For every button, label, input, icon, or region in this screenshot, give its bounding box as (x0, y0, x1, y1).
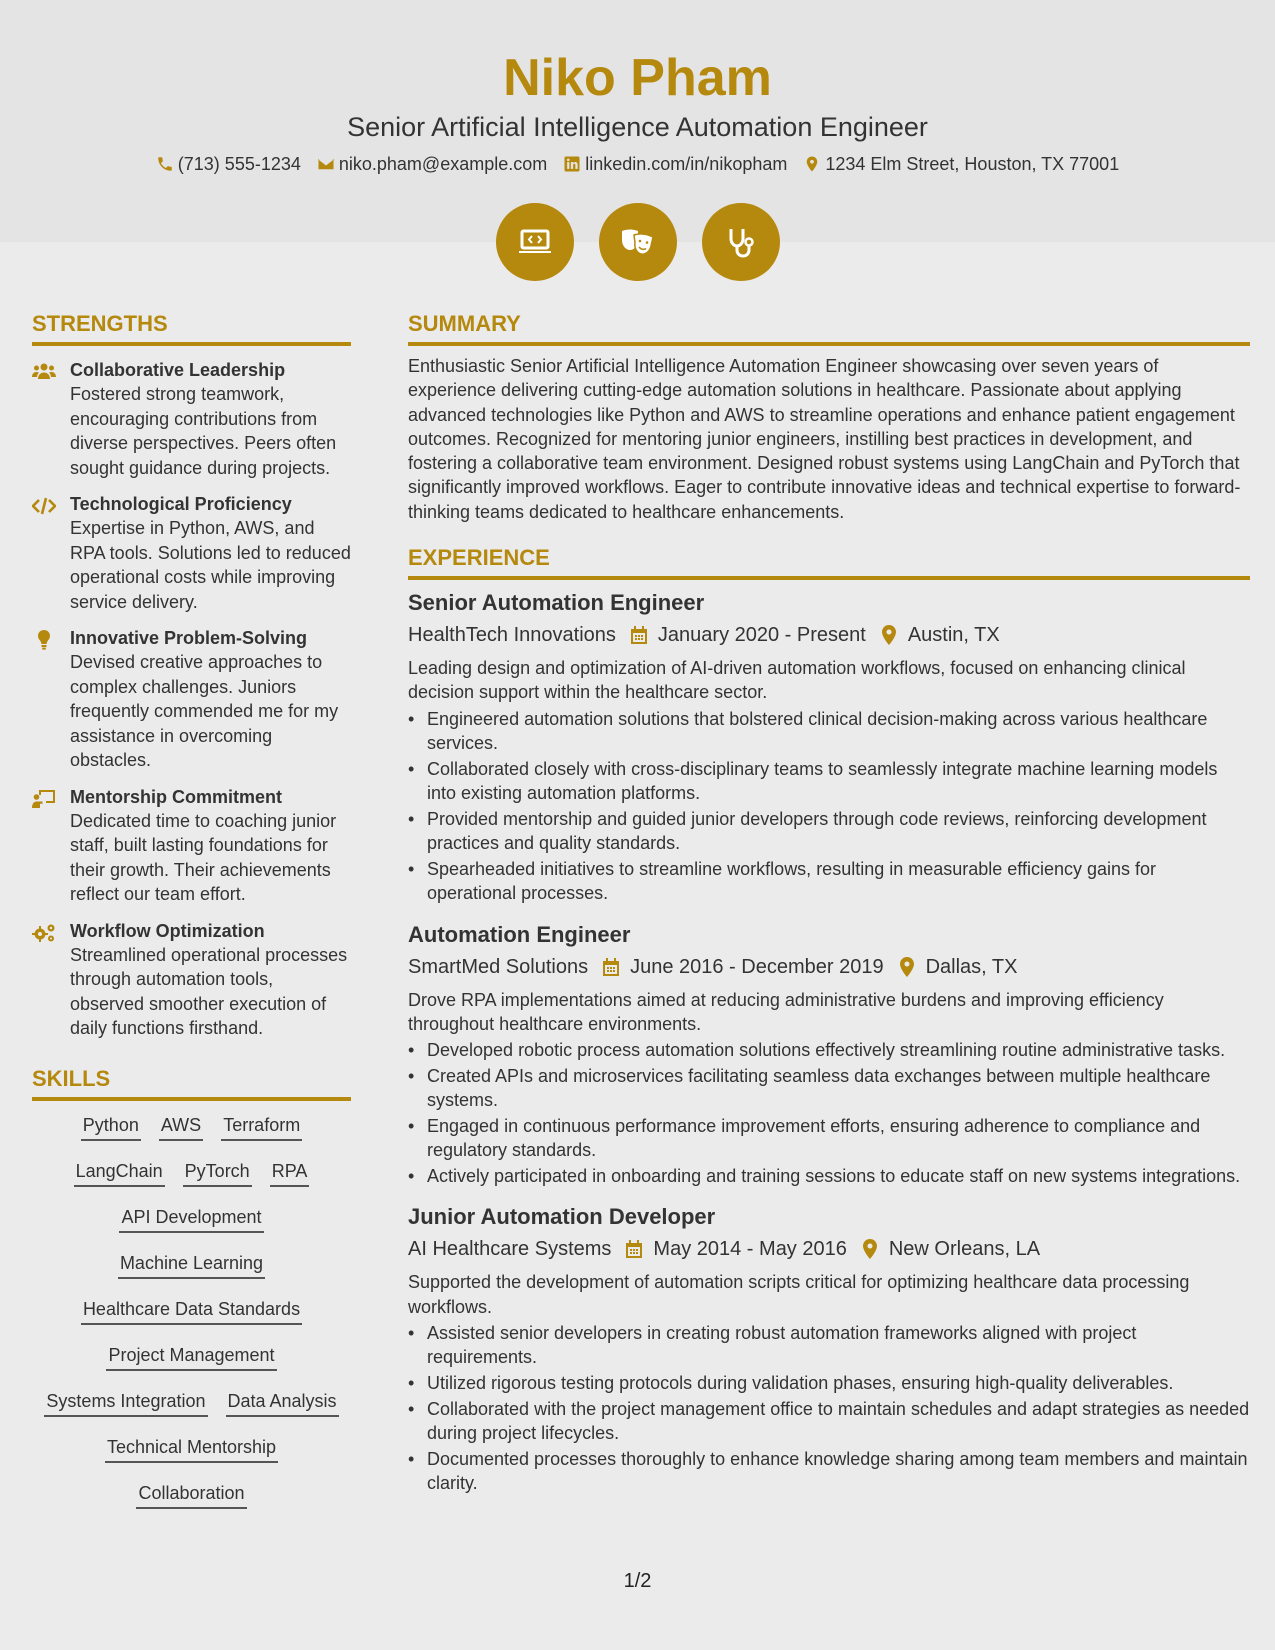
job-description: Supported the development of automation scripts critical for optimizing healthcare data processing workflows. (408, 1272, 1190, 1317)
job-dates: May 2014 - May 2016 (653, 1238, 847, 1261)
code-icon (32, 496, 56, 516)
envelope-icon (317, 155, 335, 173)
job-title: Senior Automation Engineer (408, 590, 705, 616)
job-location: New Orleans, LA (888, 1238, 1041, 1261)
job-bullets (408, 707, 1250, 906)
candidate-name: Niko Pham (503, 49, 772, 107)
job-description: Leading design and optimization of AI-driven automation workflows, focused on enhancing clinical decision support within the healthcare sector. (408, 658, 1186, 703)
skill-tag: Python (81, 1113, 141, 1141)
phone-icon (156, 155, 174, 173)
skill-tag: Systems Integration (44, 1389, 207, 1417)
job-company: HealthTech Innovations (408, 624, 616, 647)
skills-list (32, 1113, 351, 1509)
job-dates: June 2016 - December 2019 (630, 955, 884, 978)
skill-tag: AWS (159, 1113, 203, 1141)
skill-tag: Technical Mentorship (105, 1435, 278, 1463)
job-bullet: • Collaborated closely with cross-disciplinary teams to seamlessly integrate machine learning models into existing automation platforms. (408, 757, 1250, 806)
calendar-icon (602, 957, 620, 977)
contact-email[interactable] (317, 152, 547, 176)
linkedin-icon (563, 155, 581, 173)
job-company: SmartMed Solutions (408, 955, 589, 978)
contact-bar (0, 152, 1275, 176)
strength-title: Mentorship Commitment (70, 786, 283, 807)
skill-tag: RPA (270, 1159, 310, 1187)
strength-desc: Streamlined operational processes through automation tools, observed smoother execution of daily functions firsthand. (70, 944, 348, 1038)
strength-item (32, 626, 351, 773)
job-meta (408, 1234, 1250, 1264)
job-entry (408, 588, 1250, 905)
left-column (32, 310, 351, 1527)
skill-tag: Project Management (106, 1343, 276, 1371)
strength-title: Innovative Problem-Solving (70, 628, 308, 648)
job-bullet: • Assisted senior developers in creating robust automation frameworks aligned with project requirements. (408, 1321, 1250, 1370)
strength-title: Technological Proficiency (70, 494, 292, 514)
address-text: 1234 Elm Street, Houston, TX 77001 (825, 154, 1120, 174)
contact-linkedin[interactable] (563, 152, 787, 176)
job-bullet: • Actively participated in onboarding and training sessions to educate staff on new systems integrations. (408, 1164, 1250, 1188)
job-description: Drove RPA implementations aimed at reducing administrative burdens and improving efficiency throughout healthcare environments. (408, 989, 1164, 1034)
job-bullet: • Collaborated with the project management office to maintain schedules and adapt strategies as needed during project lifecycles. (408, 1397, 1250, 1446)
job-entry (408, 920, 1250, 1189)
map-marker-icon (898, 957, 916, 977)
skill-tag: PyTorch (183, 1159, 252, 1187)
summary-heading: SUMMARY (408, 310, 1250, 346)
job-title: Junior Automation Developer (408, 1204, 716, 1230)
job-entry (408, 1202, 1250, 1495)
job-location: Austin, TX (907, 624, 1000, 647)
summary-text: Enthusiastic Senior Artificial Intelligence Automation Engineer showcasing over seven years of experience delivering cutting-edge automation solutions in healthcare. Passionate about applying advanced technologies like Python and AWS to streamline operations and enhance patient engagement outcomes. Recognized for mentoring junior engineers, instilling best practices in development, and fostering a collaborative team environment. Designed robust systems using LangChain and PyTorch that significantly improved workflows. Eager to contribute innovative ideas and technical expertise to forward-thinking teams dedicated to healthcare enhancements. (408, 356, 1241, 522)
linkedin-text[interactable]: linkedin.com/in/nikopham (585, 154, 788, 174)
skill-tag: Terraform (221, 1113, 302, 1141)
strength-desc: Expertise in Python, AWS, and RPA tools. Solutions led to reduced operational costs while improving service delivery. (70, 518, 351, 612)
job-bullet: • Engaged in continuous performance improvement efforts, ensuring adherence to compliance and regulatory standards. (408, 1114, 1250, 1163)
strength-title: Workflow Optimization (70, 920, 265, 941)
job-bullets (408, 1038, 1250, 1188)
strengths-heading: STRENGTHS (32, 310, 351, 346)
job-location: Dallas, TX (925, 955, 1018, 978)
phone-text: (713) 555-1234 (177, 154, 301, 174)
page-number: 1/2 (623, 1570, 652, 1592)
cogs-icon (32, 923, 56, 943)
experience-heading: EXPERIENCE (408, 544, 1250, 580)
interest-icons (0, 203, 1275, 281)
job-meta (408, 620, 1250, 650)
skills-heading: SKILLS (32, 1065, 351, 1101)
job-bullet: • Developed robotic process automation solutions effectively streamlining routine administrative tasks. (408, 1038, 1250, 1062)
job-bullet: • Provided mentorship and guided junior developers through code reviews, reinforcing development practices and quality standards. (408, 807, 1250, 856)
stethoscope-icon (702, 203, 780, 281)
theater-masks-icon (599, 203, 677, 281)
contact-address (803, 152, 1119, 176)
email-text[interactable]: niko.pham@example.com (338, 154, 548, 174)
right-column (408, 310, 1250, 1497)
strength-item (32, 785, 351, 907)
contact-phone (156, 152, 301, 176)
skill-tag: Machine Learning (118, 1251, 265, 1279)
map-marker-icon (803, 155, 821, 173)
job-company: AI Healthcare Systems (408, 1238, 612, 1261)
strength-item (32, 492, 351, 614)
map-marker-icon (861, 1239, 879, 1259)
job-dates: January 2020 - Present (657, 624, 866, 647)
job-bullet: • Documented processes thoroughly to enhance knowledge sharing among team members and maintain clarity. (408, 1447, 1250, 1496)
laptop-code-icon (496, 203, 574, 281)
job-meta (408, 952, 1250, 982)
strength-desc: Fostered strong teamwork, encouraging contributions from diverse perspectives. Peers often sought guidance during projects. (70, 384, 337, 478)
calendar-icon (625, 1239, 643, 1259)
skill-tag: API Development (119, 1205, 263, 1233)
lightbulb-icon (32, 630, 56, 650)
job-title: Automation Engineer (408, 921, 631, 947)
map-marker-icon (880, 625, 898, 645)
skill-tag: Collaboration (136, 1481, 246, 1509)
strength-title: Collaborative Leadership (70, 360, 286, 380)
chalkboard-teacher-icon (32, 789, 56, 809)
calendar-icon (630, 625, 648, 645)
strength-item (32, 358, 351, 480)
strength-desc: Devised creative approaches to complex challenges. Juniors frequently commended me for my assistance in overcoming obstacles. (70, 652, 339, 770)
candidate-title: Senior Artificial Intelligence Automation Engineer (347, 112, 928, 142)
strength-desc: Dedicated time to coaching junior staff, built lasting foundations for their growth. Their achievements reflect our team effort. (70, 810, 337, 904)
job-bullet: • Created APIs and microservices facilitating seamless data exchanges between multiple healthcare systems. (408, 1064, 1250, 1113)
job-bullet: • Spearheaded initiatives to streamline workflows, resulting in measurable efficiency gains for operational processes. (408, 857, 1250, 906)
skill-tag: Healthcare Data Standards (81, 1297, 302, 1325)
strength-item (32, 919, 351, 1041)
job-bullet: • Engineered automation solutions that bolstered clinical decision-making across various healthcare services. (408, 707, 1250, 756)
skill-tag: Data Analysis (226, 1389, 339, 1417)
job-bullet: • Utilized rigorous testing protocols during validation phases, ensuring high-quality deliverables. (408, 1371, 1250, 1395)
users-icon (32, 362, 56, 382)
job-bullets (408, 1321, 1250, 1496)
skill-tag: LangChain (74, 1159, 165, 1187)
